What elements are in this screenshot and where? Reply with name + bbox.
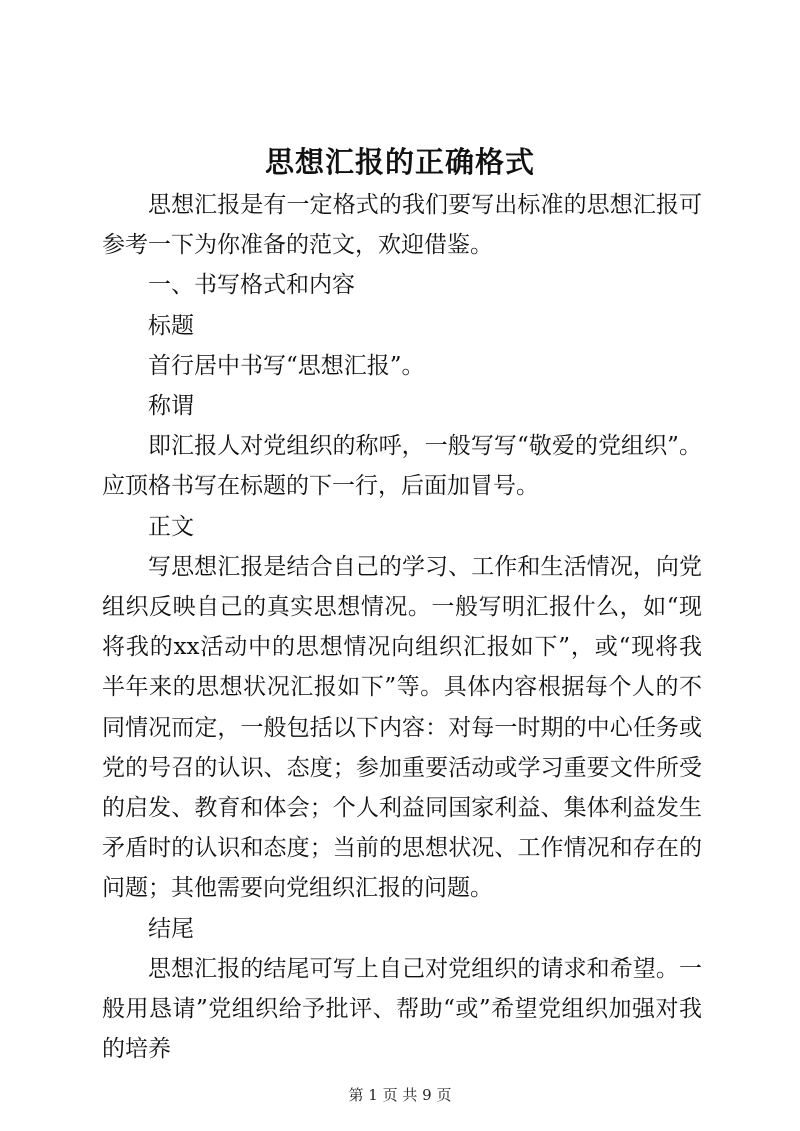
page-number-footer: 第 1 页 共 9 页 <box>348 1086 452 1104</box>
title-paragraph: 首行居中书写“思想汇报”。 <box>148 352 425 379</box>
subheading-salutation: 称谓 <box>148 393 194 420</box>
intro-paragraph: 思想汇报是有一定格式的我们要写出标准的思想汇报可参考一下为你准备的范文，欢迎借鉴。 <box>102 192 702 259</box>
salutation-paragraph: 即汇报人对党组织的称呼，一般写写“敬爱的党组织”。应顶格书写在标题的下一行，后面加冒号。 <box>102 433 702 500</box>
ending-paragraph: 思想汇报的结尾可写上自己对党组织的请求和希望。一般用恳请”党组织给予批评、帮助“或”希望党组织加强对我的培养 <box>102 955 702 1063</box>
subheading-body: 正文 <box>148 513 194 540</box>
document-body <box>102 185 702 1069</box>
body-paragraph: 写思想汇报是结合自己的学习、工作和生活情况，向党组织反映自己的真实思想情况。一般写明汇报什么，如“现将我的xx活动中的思想情况向组织汇报如下”，或“现将我半年来的思想状况汇报如下”等。具体内容根据每个人的不同情况而定，一般包括以下内容：对每一时期的中心任务或党的号召的认识、态度；参加重要活动或学习重要文件所受的启发、教育和体会；个人利益同国家利益、集体利益发生矛盾时的认识和态度；当前的思想状况、工作情况和存在的问题；其他需要向党组织汇报的问题。 <box>102 553 702 902</box>
document-title: 思想汇报的正确格式 <box>264 145 535 179</box>
subheading-title: 标题 <box>148 312 194 339</box>
subheading-ending: 结尾 <box>148 915 194 942</box>
section-heading: 一、书写格式和内容 <box>148 272 355 299</box>
